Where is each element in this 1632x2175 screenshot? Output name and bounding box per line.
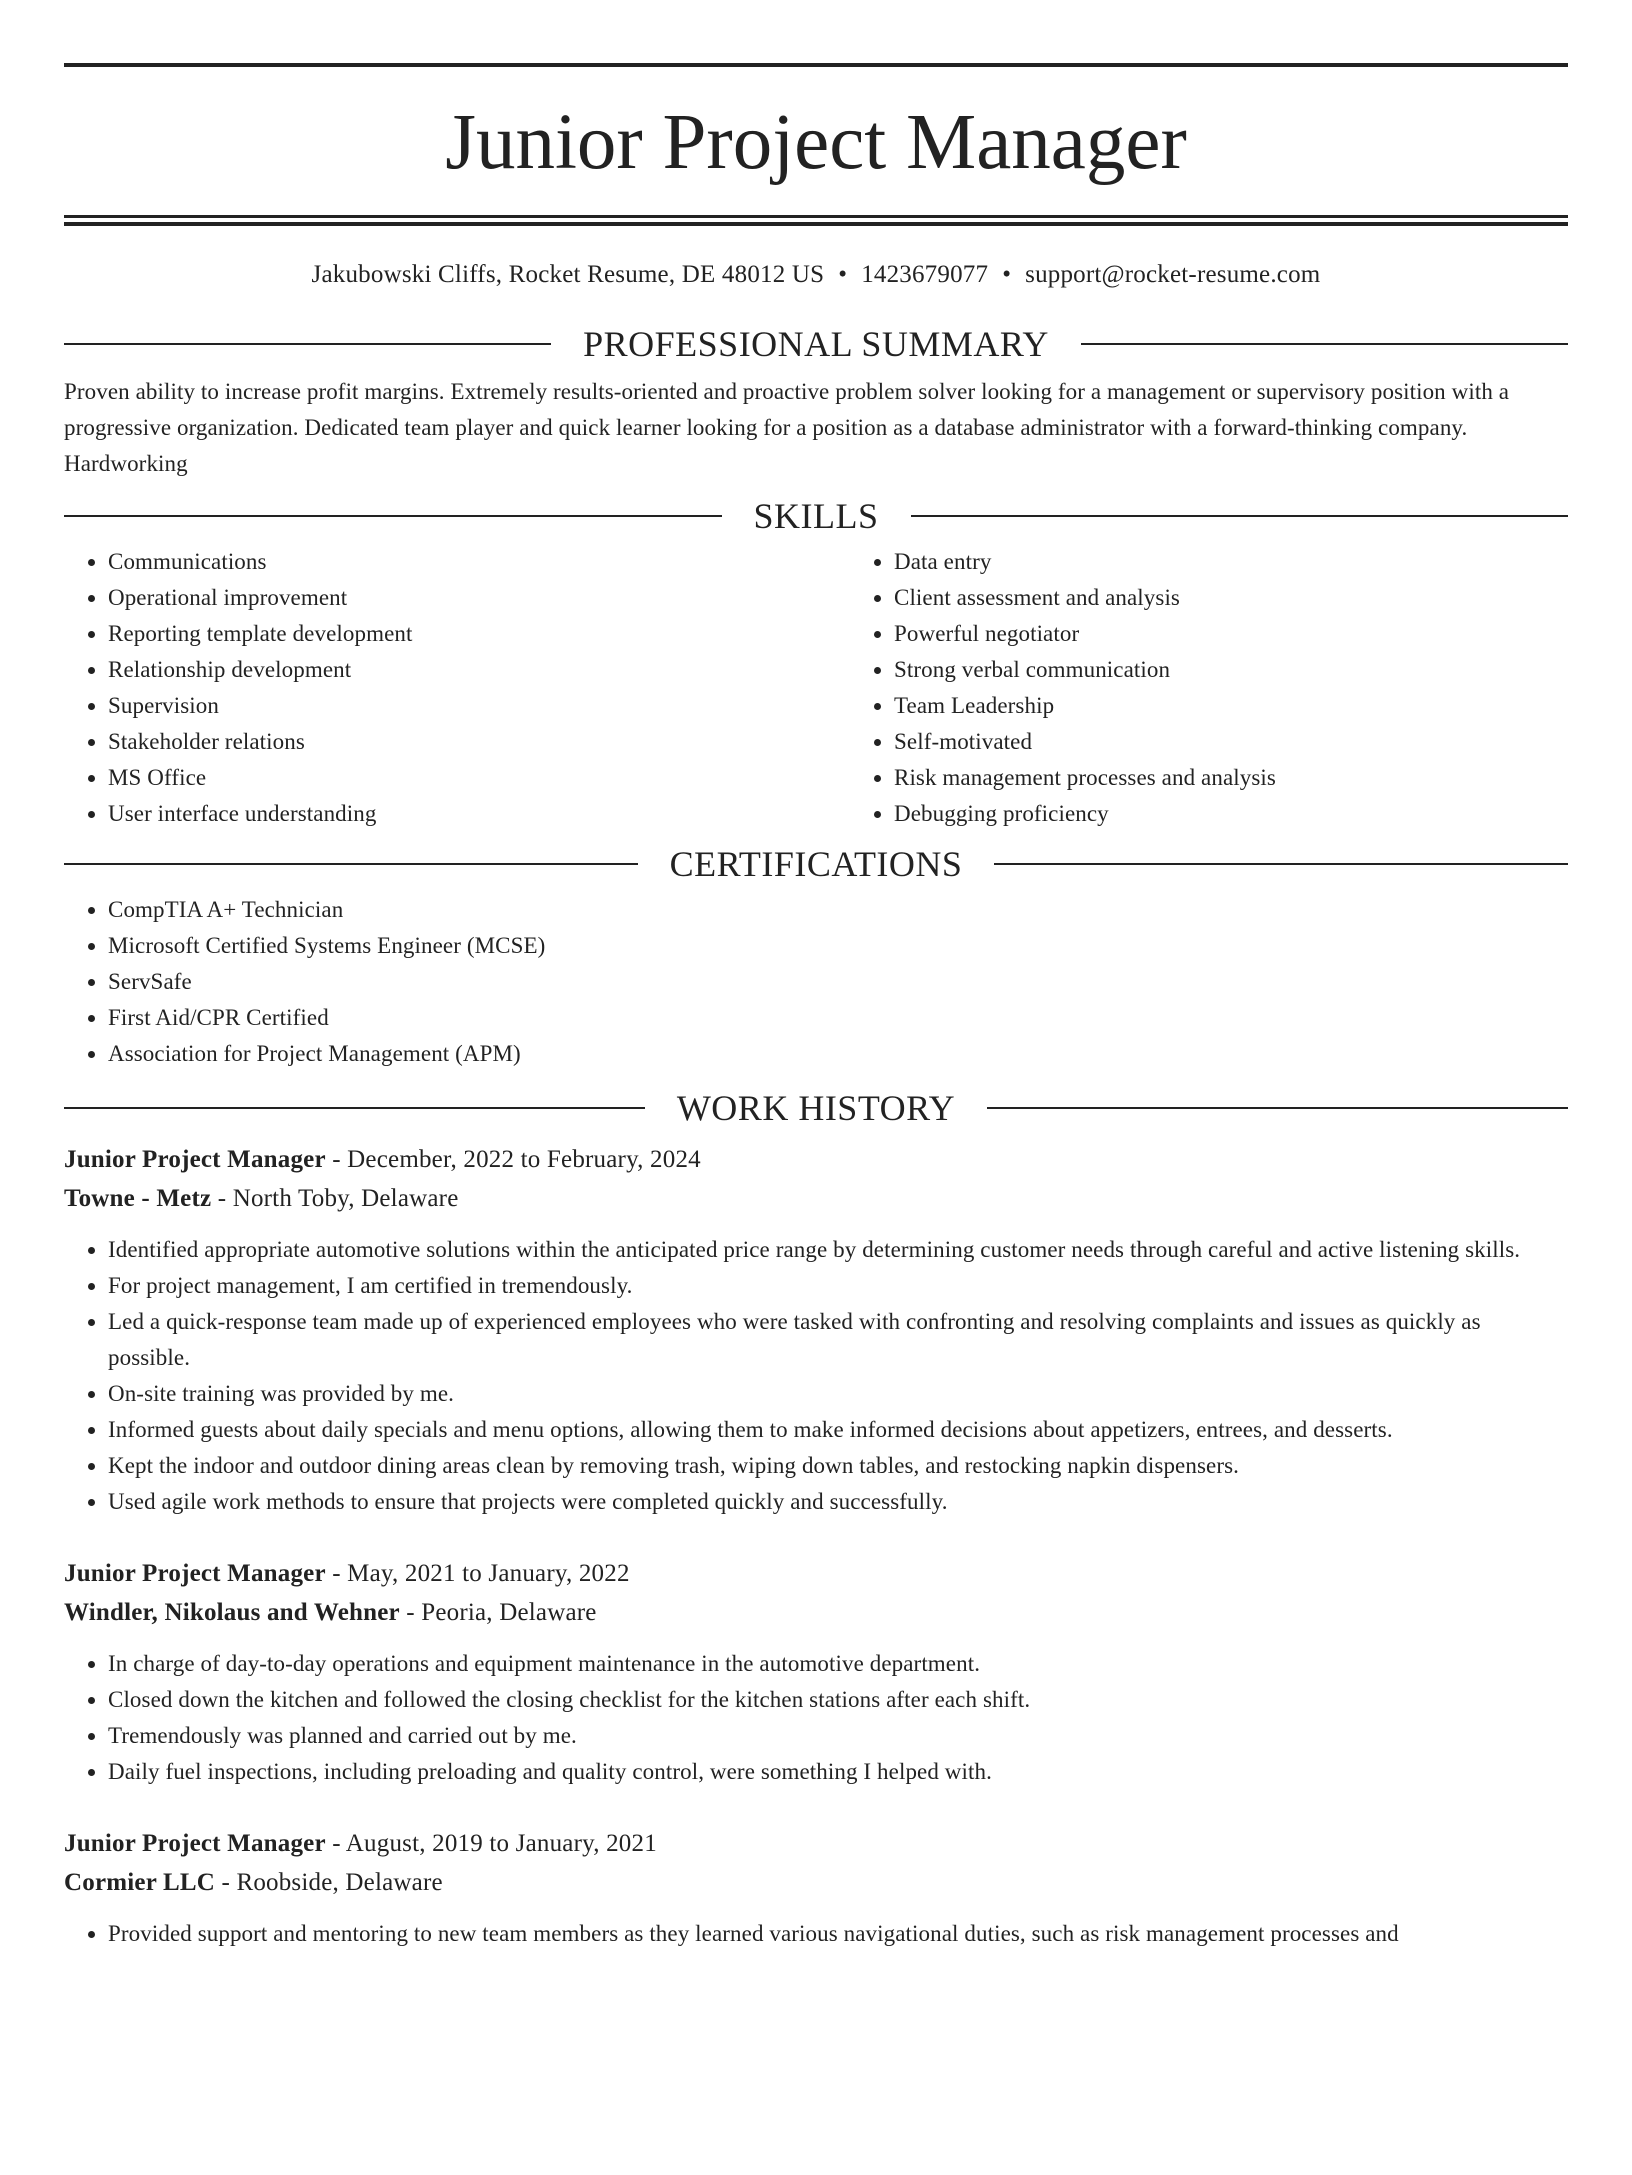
- skill-item: • Relationship development: [108, 652, 850, 688]
- work-history-list: [64, 1140, 1568, 1952]
- job-bullets: [64, 1232, 1568, 1520]
- contact-separator: •: [1002, 261, 1012, 288]
- header-double-rule: [64, 215, 1568, 226]
- heading-rule: [64, 343, 551, 345]
- header-top-rule: [64, 63, 1568, 67]
- job-company-line: [64, 1593, 1568, 1632]
- skill-item: • Stakeholder relations: [108, 724, 850, 760]
- job-company: Cormier LLC: [64, 1869, 216, 1896]
- contact-email[interactable]: support@rocket-resume.com: [1025, 261, 1321, 288]
- summary-heading-label: PROFESSIONAL SUMMARY: [583, 324, 1049, 364]
- skill-item: • User interface understanding: [108, 796, 850, 832]
- skill-item: • Communications: [108, 544, 850, 580]
- skills-heading-label: SKILLS: [753, 496, 879, 536]
- heading-rule: [64, 515, 722, 517]
- heading-rule: [911, 515, 1569, 517]
- skill-item: • Self-motivated: [894, 724, 1568, 760]
- resume-title: Junior Project Manager: [445, 99, 1187, 186]
- job-company: Towne - Metz: [64, 1185, 212, 1212]
- heading-rule: [64, 1107, 645, 1109]
- job-bullets: [64, 1916, 1568, 1952]
- certifications-heading: [64, 846, 1568, 882]
- contact-separator: •: [838, 261, 848, 288]
- job-company: Windler, Nikolaus and Wehner: [64, 1599, 400, 1626]
- job-location: - Roobside, Delaware: [215, 1869, 443, 1896]
- job-company-line: [64, 1863, 1568, 1902]
- heading-rule: [64, 863, 638, 865]
- contact-address: Jakubowski Cliffs, Rocket Resume, DE 48012 US: [311, 261, 825, 288]
- job-location: - Peoria, Delaware: [399, 1599, 597, 1626]
- job-bullet: • On-site training was provided by me.: [108, 1376, 1568, 1412]
- skill-item: • Strong verbal communication: [894, 652, 1568, 688]
- skill-item: • Risk management processes and analysis: [894, 760, 1568, 796]
- job-bullet: • Provided support and mentoring to new team members as they learned various navigational duties, such as risk management processes and: [108, 1916, 1568, 1952]
- work-history-heading-label: WORK HISTORY: [676, 1088, 956, 1128]
- job-title-line: [64, 1140, 1568, 1179]
- certification-item: • Microsoft Certified Systems Engineer (MCSE): [108, 928, 1568, 964]
- resume-page: [0, 63, 1632, 2175]
- job-bullet: • Informed guests about daily specials and menu options, allowing them to make informed decisions about appetizers, entrees, and desserts.: [108, 1412, 1568, 1448]
- skills-left-list: [64, 544, 850, 832]
- skill-item: • Client assessment and analysis: [894, 580, 1568, 616]
- job-role: Junior Project Manager: [64, 1560, 326, 1587]
- job-entry: [64, 1140, 1568, 1520]
- certifications-heading-label: CERTIFICATIONS: [669, 844, 963, 884]
- job-dates: - December, 2022 to February, 2024: [325, 1146, 701, 1173]
- work-history-heading: [64, 1090, 1568, 1126]
- heading-rule: [1081, 343, 1568, 345]
- contact-phone: 1423679077: [861, 261, 989, 288]
- skills-heading: [64, 498, 1568, 534]
- job-bullet: • Used agile work methods to ensure that projects were completed quickly and successfully.: [108, 1484, 1568, 1520]
- certifications-list: [64, 892, 1568, 1072]
- skill-item: • Team Leadership: [894, 688, 1568, 724]
- summary-heading: [64, 326, 1568, 362]
- certification-item: • ServSafe: [108, 964, 1568, 1000]
- job-title-line: [64, 1554, 1568, 1593]
- job-dates: - May, 2021 to January, 2022: [325, 1560, 630, 1587]
- job-location: - North Toby, Delaware: [211, 1185, 459, 1212]
- summary-text: Proven ability to increase profit margins. Extremely results-oriented and proactive problem solver looking for a management or supervisory position with a progressive organization. Dedicated team player and quick learner looking for a position as a database administrator with a forward-thinking company. Hardworking: [64, 379, 1510, 476]
- job-bullet: • Daily fuel inspections, including preloading and quality control, were something I helped with.: [108, 1754, 1568, 1790]
- job-entry: [64, 1824, 1568, 1952]
- certification-item: • First Aid/CPR Certified: [108, 1000, 1568, 1036]
- skill-item: • MS Office: [108, 760, 850, 796]
- job-dates: - August, 2019 to January, 2021: [325, 1830, 657, 1857]
- contact-line: [64, 260, 1568, 290]
- job-bullet: • Tremendously was planned and carried out by me.: [108, 1718, 1568, 1754]
- job-bullets: [64, 1646, 1568, 1790]
- heading-rule: [987, 1107, 1568, 1109]
- certification-item: • Association for Project Management (APM): [108, 1036, 1568, 1072]
- job-title-line: [64, 1824, 1568, 1863]
- skill-item: • Supervision: [108, 688, 850, 724]
- skill-item: • Debugging proficiency: [894, 796, 1568, 832]
- heading-rule: [994, 863, 1568, 865]
- job-role: Junior Project Manager: [64, 1830, 326, 1857]
- job-bullet: • Led a quick-response team made up of experienced employees who were tasked with confronting and resolving complaints and issues as quickly as possible.: [108, 1304, 1568, 1376]
- skill-item: • Operational improvement: [108, 580, 850, 616]
- skill-item: • Reporting template development: [108, 616, 850, 652]
- job-company-line: [64, 1179, 1568, 1218]
- job-bullet: • For project management, I am certified in tremendously.: [108, 1268, 1568, 1304]
- job-bullet: • In charge of day-to-day operations and equipment maintenance in the automotive department.: [108, 1646, 1568, 1682]
- job-bullet: • Closed down the kitchen and followed the closing checklist for the kitchen stations after each shift.: [108, 1682, 1568, 1718]
- certification-item: • CompTIA A+ Technician: [108, 892, 1568, 928]
- job-bullet: • Kept the indoor and outdoor dining areas clean by removing trash, wiping down tables, and restocking napkin dispensers.: [108, 1448, 1568, 1484]
- skills-columns: [64, 544, 1568, 832]
- skill-item: • Data entry: [894, 544, 1568, 580]
- job-bullet: • Identified appropriate automotive solutions within the anticipated price range by determining customer needs through careful and active listening skills.: [108, 1232, 1568, 1268]
- job-role: Junior Project Manager: [64, 1146, 326, 1173]
- skills-right-list: [850, 544, 1568, 832]
- job-entry: [64, 1554, 1568, 1790]
- skill-item: • Powerful negotiator: [894, 616, 1568, 652]
